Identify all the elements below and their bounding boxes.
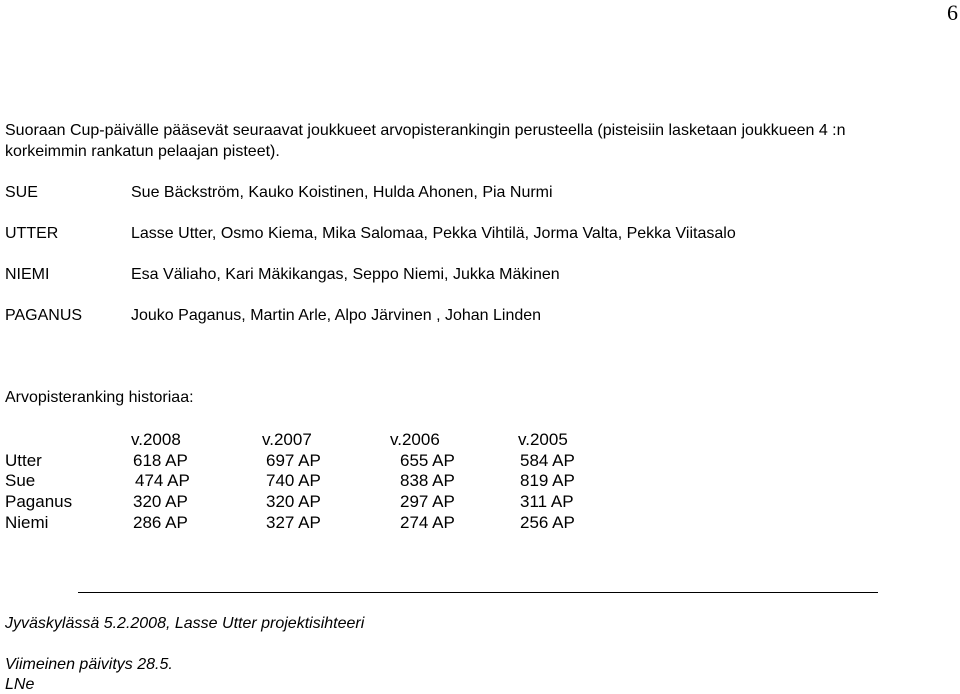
team-players: Esa Väliaho, Kari Mäkikangas, Seppo Niemi, Jukka Mäkinen	[131, 266, 560, 283]
team-players: Lasse Utter, Osmo Kiema, Mika Salomaa, Pekka Vihtilä, Jorma Valta, Pekka Viitasalo	[131, 225, 736, 242]
table-cell: 286 AP	[133, 513, 188, 532]
table-cell: 297 AP	[400, 492, 455, 511]
table-cell: 327 AP	[266, 513, 321, 532]
team-players: Jouko Paganus, Martin Arle, Alpo Järvinen , Johan Linden	[131, 307, 542, 324]
team-name: NIEMI	[5, 266, 50, 283]
team-name: UTTER	[5, 225, 59, 242]
row-team: Paganus	[5, 492, 73, 511]
last-updated: Viimeinen päivitys 28.5.	[5, 656, 173, 673]
table-cell: 320 AP	[266, 492, 321, 511]
table-cell: 311 AP	[520, 492, 574, 511]
row-team: Utter	[5, 451, 42, 470]
table-cell: 584 AP	[520, 451, 575, 470]
table-cell: 618 AP	[133, 451, 188, 470]
table-cell: 256 AP	[520, 513, 575, 532]
table-cell: 655 AP	[400, 451, 455, 470]
author-initials: LNe	[5, 676, 35, 693]
table-cell: 697 AP	[266, 451, 321, 470]
row-team: Niemi	[5, 513, 49, 532]
column-header: v.2005	[518, 430, 568, 449]
table-cell: 838 AP	[400, 471, 455, 490]
intro-line-1: Suoraan Cup-päivälle pääsevät seuraavat joukkueet arvopisterankingin perusteella (pisteisiin lasketaan joukkueen 4 :n	[5, 122, 846, 139]
footer-divider	[78, 592, 878, 593]
table-cell: 474 AP	[135, 471, 190, 490]
table-cell: 819 AP	[520, 471, 575, 490]
team-players: Sue Bäckström, Kauko Koistinen, Hulda Ahonen, Pia Nurmi	[131, 184, 553, 201]
table-cell: 274 AP	[400, 513, 455, 532]
column-header: v.2006	[390, 430, 440, 449]
table-cell: 320 AP	[133, 492, 188, 511]
page-number: 6	[947, 0, 958, 25]
table-cell: 740 AP	[266, 471, 321, 490]
signature: Jyväskylässä 5.2.2008, Lasse Utter projektisihteeri	[5, 615, 365, 632]
row-team: Sue	[5, 471, 36, 490]
team-name: SUE	[5, 184, 38, 201]
column-header: v.2007	[262, 430, 312, 449]
history-heading: Arvopisteranking historiaa:	[5, 389, 194, 406]
intro-line-2: korkeimmin rankatun pelaajan pisteet).	[5, 143, 280, 160]
team-name: PAGANUS	[5, 307, 83, 324]
column-header: v.2008	[131, 430, 181, 449]
